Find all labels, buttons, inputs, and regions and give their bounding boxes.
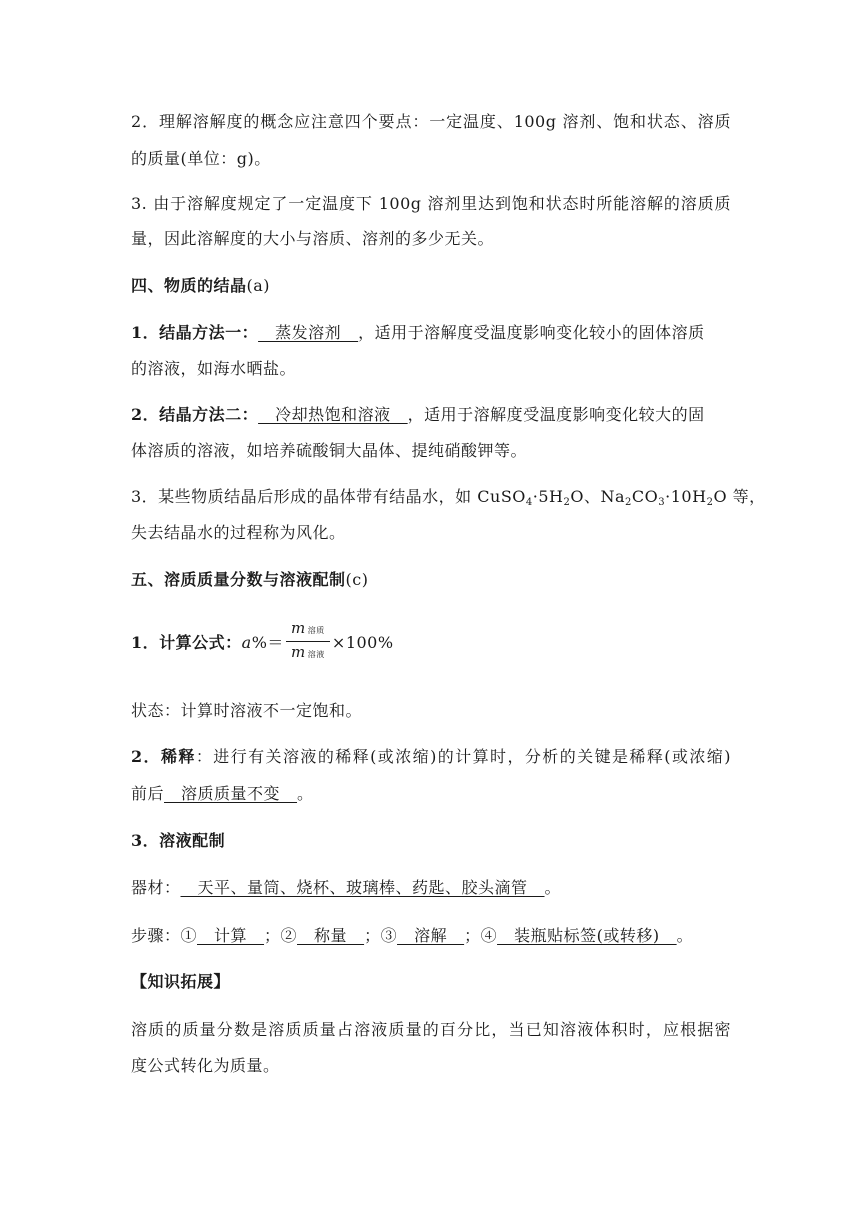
equipment-answer: __天平、量筒、烧杯、玻璃棒、药匙、胶头滴管__ [180, 878, 545, 897]
dilution-answer: __溶质质量不变__ [164, 784, 298, 803]
formula-lhs-var: a [241, 633, 252, 652]
method-1-line-1 [131, 322, 731, 344]
method-2-answer: __冷却热饱和溶液__ [258, 405, 408, 424]
method-2-line-1 [131, 404, 731, 426]
equipment-line: 器材：__天平、量筒、烧杯、玻璃棒、药匙、胶头滴管__。 [131, 878, 562, 897]
method-3-line-2: 失去结晶水的过程称为风化。 [131, 523, 346, 542]
method-2-desc: ，适用于溶解度受温度影响变化较大的固 [407, 405, 705, 424]
step-2-answer: __称量__ [297, 926, 365, 945]
point-2-line-1: 2．理解溶解度的概念应注意四个要点：一定温度、100g 溶剂、饱和状态、溶质 [131, 112, 731, 131]
section-4-title: 四、物质的结晶 [131, 276, 247, 295]
section-5-heading [131, 569, 731, 591]
section-5-title: 五、溶质质量分数与溶液配制 [131, 570, 346, 589]
step-3-answer: __溶解__ [397, 926, 465, 945]
dilution-label: 2．稀释 [131, 747, 196, 766]
formula-rhs: ×100% [331, 633, 394, 652]
formula-label: 1．计算公式： [131, 633, 242, 652]
preparation-title: 3．溶液配制 [131, 831, 226, 850]
fraction-numerator: m 溶质 [291, 619, 325, 637]
method-1-answer: __蒸发溶剂__ [258, 323, 359, 342]
fraction-bar [286, 641, 330, 642]
formula-fraction [286, 619, 330, 664]
dilution-line-2: 前后__溶质质量不变__。 [131, 784, 314, 803]
state-note: 状态：计算时溶液不一定饱和。 [131, 701, 363, 720]
extension-line-1: 溶质的质量分数是溶质质量占溶液质量的百分比，当已知溶液体积时，应根据密 [131, 1020, 731, 1039]
knowledge-extension-title: 【知识拓展】 [131, 972, 231, 991]
step-4-answer: __装瓶贴标签(或转移)__ [497, 926, 677, 945]
method-2-label: 2．结晶方法二： [131, 405, 259, 424]
formula-line [131, 621, 731, 665]
dilution-line-1: 2．稀释：进行有关溶液的稀释(或浓缩)的计算时，分析的关键是稀释(或浓缩) [131, 747, 731, 766]
method-1-line-2: 的溶液，如海水晒盐。 [131, 359, 297, 378]
extension-line-2: 度公式转化为质量。 [131, 1056, 280, 1075]
method-1-desc: ，适用于溶解度受温度影响变化较小的固体溶质 [358, 323, 705, 342]
section-4-heading [131, 275, 731, 297]
method-3-line-1: 3．某些物质结晶后形成的晶体带有结晶水，如 $CuSO_4\cdot 5H_2O$、$Na_2CO_3\cdot 10H_2O$ 等， [131, 487, 766, 508]
method-1-label: 1．结晶方法一： [131, 323, 259, 342]
steps-line: 步骤：①__计算__；②__称量__；③__溶解__；④__装瓶贴标签(或转移)__。 [131, 926, 694, 945]
section-4-level: (a) [246, 276, 271, 295]
method-2-line-2: 体溶质的溶液，如培养硫酸铜大晶体、提纯硝酸钾等。 [131, 441, 528, 460]
point-2-line-2: 的质量(单位：g)。 [131, 149, 271, 168]
section-5-level: (c) [345, 570, 369, 589]
point-3-line-2: 量，因此溶解度的大小与溶质、溶剂的多少无关。 [131, 229, 495, 248]
fraction-denominator: m 溶液 [291, 643, 325, 661]
formula-lhs-rest: %＝ [251, 633, 284, 652]
point-3-line-1: 3. 由于溶解度规定了一定温度下 100g 溶剂里达到饱和状态时所能溶解的溶质质 [131, 194, 731, 213]
step-1-answer: __计算__ [197, 926, 265, 945]
